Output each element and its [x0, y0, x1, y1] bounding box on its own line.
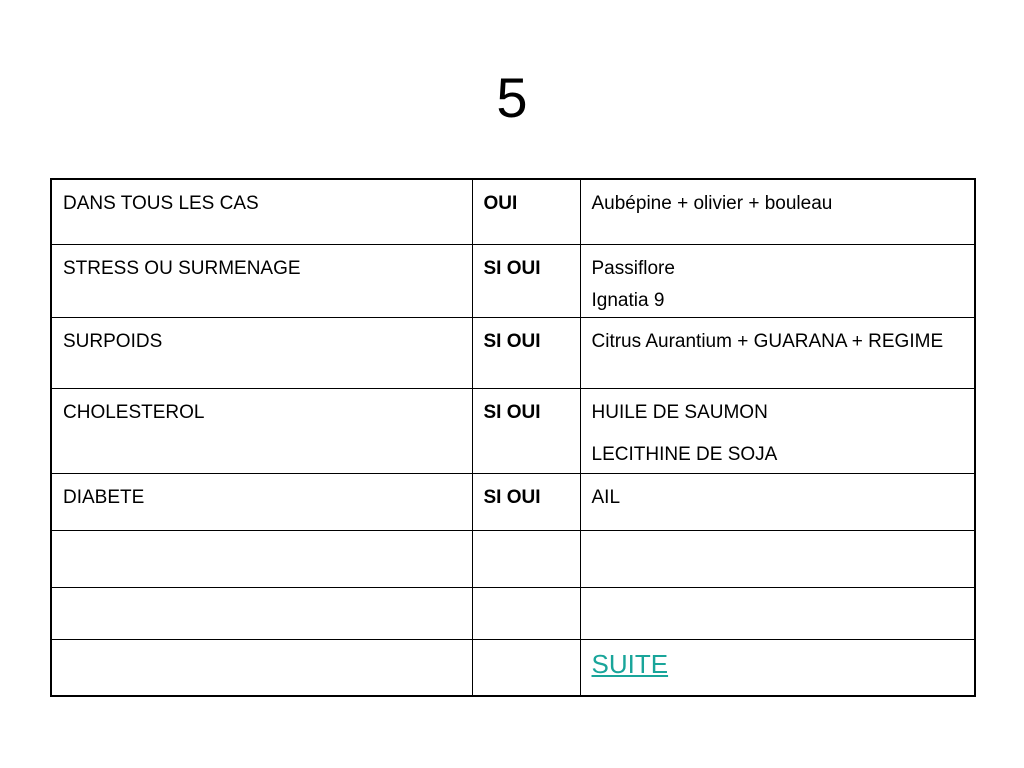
condition-cell: STRESS OU SURMENAGE [51, 245, 472, 318]
remedy-cell [580, 179, 975, 245]
table-row [51, 640, 975, 697]
empty-cell [472, 640, 580, 697]
remedy-line: Aubépine + olivier + bouleau [591, 193, 833, 214]
remedy-cell [580, 245, 975, 318]
remedy-line: Ignatia 9 [591, 290, 665, 311]
empty-cell [580, 531, 975, 588]
table-row [51, 389, 975, 474]
condition-cell: DANS TOUS LES CAS [51, 179, 472, 245]
table-row [51, 474, 975, 531]
remedy-cell [580, 474, 975, 531]
empty-cell [51, 588, 472, 640]
table-row [51, 588, 975, 640]
link-cell [580, 640, 975, 697]
remedy-cell: Citrus Aurantium + GUARANA + REGIME [580, 318, 975, 389]
table-row [51, 531, 975, 588]
condition-cell: CHOLESTEROL [51, 389, 472, 474]
condition-cell: DIABETE [51, 474, 472, 531]
empty-cell [472, 531, 580, 588]
remedy-line: AIL [591, 487, 621, 508]
empty-cell [51, 531, 472, 588]
answer-cell: SI OUI [472, 474, 580, 531]
table-row [51, 179, 975, 245]
empty-cell [472, 588, 580, 640]
answer-cell: SI OUI [472, 389, 580, 474]
remedy-line: Passiflore [591, 258, 675, 279]
answer-cell: SI OUI [472, 245, 580, 318]
table-row [51, 318, 975, 389]
empty-cell [580, 588, 975, 640]
condition-cell: SURPOIDS [51, 318, 472, 389]
table-row [51, 245, 975, 318]
empty-cell [51, 640, 472, 697]
slide-title: 5 [496, 66, 528, 129]
remedy-cell [580, 389, 975, 474]
remedy-line: HUILE DE SAUMON [591, 402, 768, 423]
remedy-table [50, 178, 976, 697]
answer-cell: OUI [472, 179, 580, 245]
answer-cell: SI OUI [472, 318, 580, 389]
remedy-line: LECITHINE DE SOJA [591, 444, 778, 465]
suite-link[interactable]: SUITE [591, 649, 669, 679]
